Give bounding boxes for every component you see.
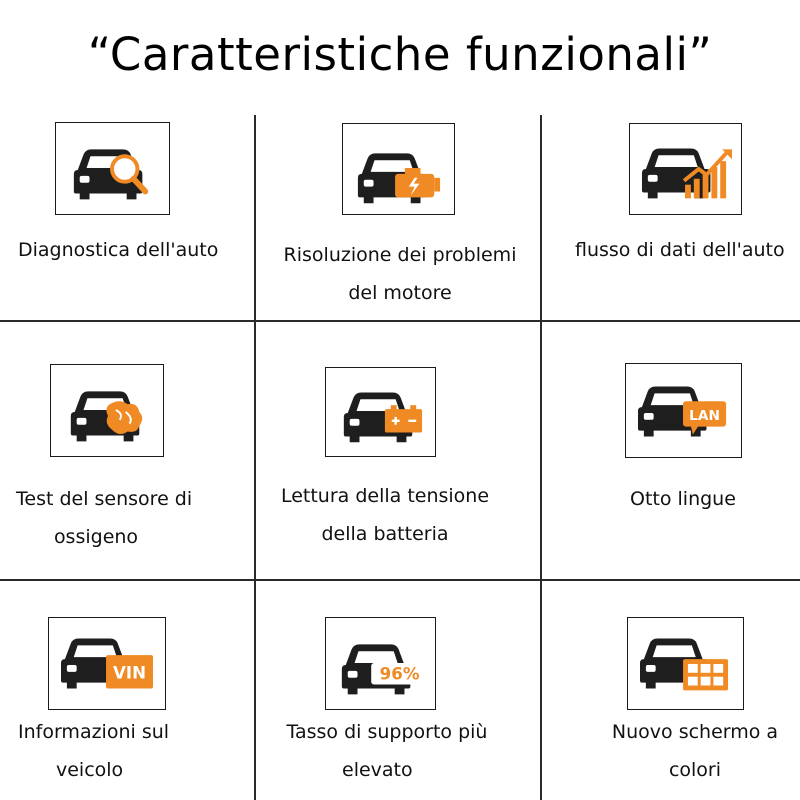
car-engine-icon	[342, 123, 455, 215]
feature-label: Lettura della tensione della batteria	[280, 485, 490, 545]
feature-label: flusso di dati dell'auto	[575, 239, 785, 261]
feature-label: Otto lingue	[630, 488, 736, 510]
feature-label: Informazioni sul veicolo	[18, 721, 170, 781]
grid-divider	[0, 579, 800, 581]
page-title: “Caratteristiche funzionali”	[87, 28, 713, 81]
car-oxygen-sensor-icon	[50, 364, 164, 457]
feature-label: Risoluzione dei problemi del motore	[283, 244, 517, 304]
feature-label: Nuovo schermo a colori	[611, 721, 779, 781]
feature-label: Test del sensore di ossigeno	[16, 488, 193, 548]
car-vin-icon	[48, 617, 166, 710]
lan-badge-text: LAN	[689, 407, 720, 424]
car-chart-icon	[629, 123, 742, 215]
car-percent-icon	[325, 617, 436, 710]
feature-label: Tasso di supporto più elevato	[286, 721, 488, 781]
vin-badge-text: VIN	[113, 663, 146, 683]
car-battery-icon	[325, 367, 436, 457]
grid-divider	[254, 115, 256, 800]
grid-divider	[540, 115, 542, 800]
car-screen-icon	[627, 617, 744, 710]
car-lan-icon	[625, 363, 742, 458]
percent-badge-text: 96%	[379, 664, 420, 684]
car-search-icon	[55, 122, 170, 215]
grid-divider	[0, 320, 800, 322]
feature-label: Diagnostica dell'auto	[18, 239, 219, 261]
